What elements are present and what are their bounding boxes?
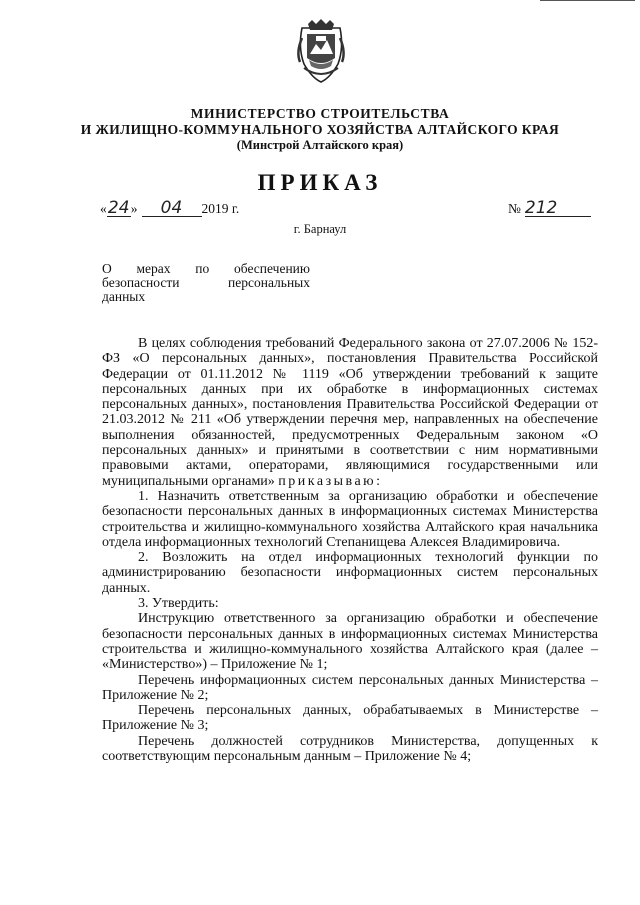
item-3: 3. Утвердить: <box>138 596 219 612</box>
date-close-quote: » <box>130 201 138 216</box>
item-3-positions-list: Перечень должностей сотрудников Министерства, допущенных к соответствующим персональным данным – Приложение № 4; <box>102 733 598 765</box>
date-day: 24 <box>107 198 130 218</box>
order-body <box>102 336 598 764</box>
top-edge-line <box>540 0 635 1</box>
ministry-short-name: (Минстрой Алтайского края) <box>236 138 404 152</box>
order-word: приказываю: <box>278 473 383 489</box>
ministry-name-line-1: МИНИСТЕРСТВО СТРОИТЕЛЬСТВА <box>190 106 450 121</box>
number-prefix: № <box>508 201 521 216</box>
body-intro <box>102 336 598 489</box>
number-value: 212 <box>525 200 591 217</box>
item-3-instruction: Инструкцию ответственного за организацию обработки и обеспечение безопасности персональных данных в информационных системах Министерства строительства и жилищно-коммунального хозяйства Алтайского края (далее – «Министерство») – Приложение № 1; <box>102 611 598 673</box>
item-3-systems-list: Перечень информационных систем персональных данных Министерства – Приложение № 2; <box>102 672 598 703</box>
date-year: 2019 г. <box>201 201 240 216</box>
document-title: ПРИКАЗ <box>257 170 383 195</box>
item-3-data-list: Перечень персональных данных, обрабатываемых в Министерстве – Приложение № 3; <box>102 703 598 734</box>
ministry-name-line-2: И ЖИЛИЩНО-КОММУНАЛЬНОГО ХОЗЯЙСТВА АЛТАЙСКОГО КРАЯ <box>80 122 560 137</box>
order-number <box>508 200 591 217</box>
coat-of-arms-icon <box>294 18 348 84</box>
order-date <box>100 200 239 217</box>
date-open-quote: « <box>100 201 107 216</box>
city: г. Барнаул <box>293 222 347 236</box>
item-2: 2. Возложить на отдел информационных технологий функции по администрированию безопасности информационных систем персональных данных. <box>102 550 598 596</box>
date-month: 04 <box>142 200 202 217</box>
intro-text: В целях соблюдения требований Федерального закона от 27.07.2006 № 152-ФЗ «О персональных данных», постановления Правительства Российской Федерации от 01.11.2012 № 1119 «Об утверждении требований к защите персональных данных при их обработке в информационных системах персональных данных», постановления Правительства Российской Федерации от 21.03.2012 № 211 «Об утверждении перечня мер, направленных на обеспечение выполнения обязанностей, предусмотренных Федеральным законом «О персональных данных» и принятыми в соответствии с ним нормативными правовыми актами, операторами, являющимися государственными или муниципальными органами» <box>102 336 598 489</box>
order-subject: О мерах по обеспечению безопасности персональных данных <box>102 261 310 304</box>
item-1: 1. Назначить ответственным за организацию обработки и обеспечение безопасности персональных данных в информационных системах Министерства строительства и жилищно-коммунального хозяйства Алтайского края начальника отдела информационных технологий Степанищева Алексея Владимировича. <box>102 488 598 550</box>
